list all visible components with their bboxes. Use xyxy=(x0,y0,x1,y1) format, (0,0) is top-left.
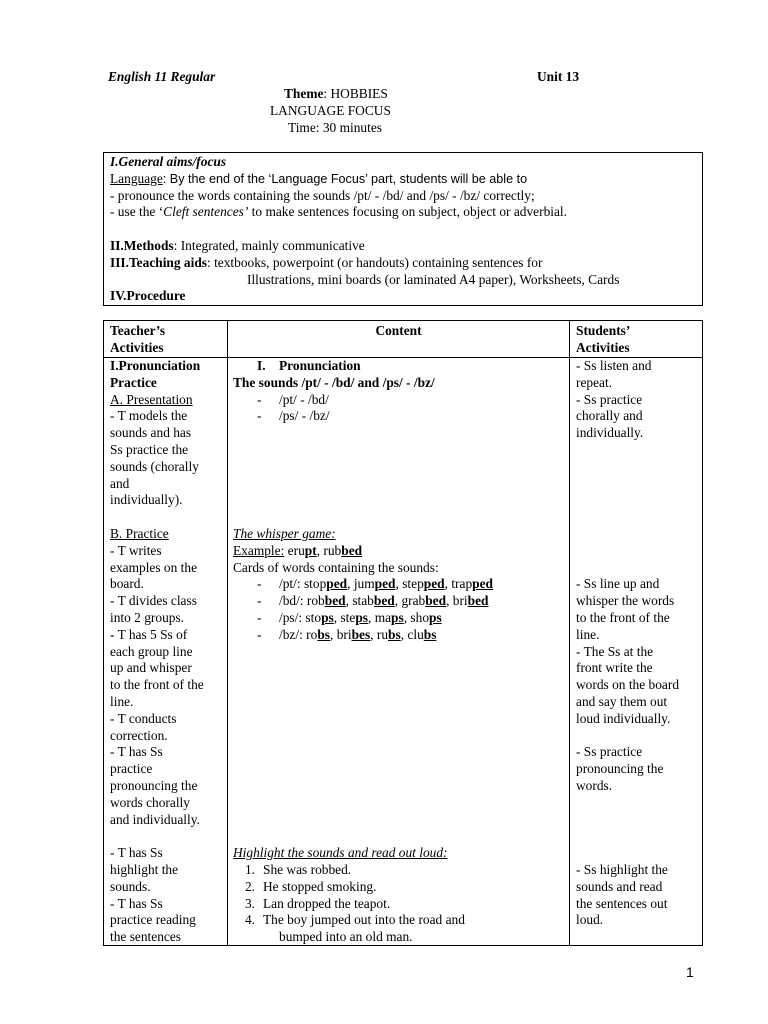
aids-line-2: Illustrations, mini boards (or laminated A4 paper), Worksheets, Cards xyxy=(247,271,620,287)
whisper-game-title: The whisper game: xyxy=(233,525,336,541)
unit-label: Unit 13 xyxy=(537,69,580,84)
sentence-1: 1. She was robbed. xyxy=(244,861,352,877)
word-cards xyxy=(233,576,493,643)
sentence-2: 2. He stopped smoking. xyxy=(244,878,377,894)
practice-heading: B. Practice xyxy=(110,525,169,541)
header-students: Students’ Activities xyxy=(576,323,631,355)
methods-label: II.Methods xyxy=(110,237,174,253)
sentence-4-cont: bumped into an old man. xyxy=(279,929,413,945)
highlight-title: Highlight the sounds and read out loud: xyxy=(233,845,448,861)
aim-bullet-2 xyxy=(110,204,619,221)
sounds-title: The sounds /pt/ - /bd/ and /ps/ - /bz/ xyxy=(233,374,435,390)
time-label: Time: 30 minutes xyxy=(288,120,382,135)
theme-value: : HOBBIES xyxy=(323,86,388,101)
header-teacher: Teacher’s Activities xyxy=(110,323,166,355)
word-card-row: - /bd/: robbed, stabbed, grabbed, bribed xyxy=(257,593,489,609)
example-line: Example: erupt, rubbed xyxy=(233,542,363,558)
word-card-row: - /bz/: robs, bribes, rubs, clubs xyxy=(257,626,437,642)
cards-line: Cards of words containing the sounds: xyxy=(233,559,439,575)
word-card-row: - /pt/: stopped, jumped, stepped, trapped xyxy=(257,576,493,592)
content-section-title: I. Pronunciation xyxy=(257,358,361,373)
aids-line xyxy=(110,255,619,272)
aim-bullet-2-pre: - use the ‘ xyxy=(110,204,164,220)
aim-bullet-2-post: to make sentences focusing on subject, object or adverbial. xyxy=(248,204,567,220)
methods-line xyxy=(110,238,619,255)
procedure-heading: IV.Procedure xyxy=(110,288,186,304)
sentence-4: 4. The boy jumped out into the road and xyxy=(244,912,465,928)
aids-text: : textbooks, powerpoint (or handouts) containing sentences for xyxy=(207,254,543,270)
aids-label: III.Teaching aids xyxy=(110,254,207,270)
page-number: 1 xyxy=(686,964,694,980)
language-text: : By the end of the ‘Language Focus’ part, students will be able to xyxy=(162,171,528,186)
theme-label: Theme xyxy=(284,86,324,101)
header-content: Content xyxy=(375,323,422,338)
aim-bullet-1: - pronounce the words containing the sounds /pt/ - /bd/ and /ps/ - /bz/ correctly; xyxy=(110,187,535,203)
sound-item-2: - /ps/ - /bz/ xyxy=(257,408,330,424)
cleft-sentences-term: Cleft sentences’ xyxy=(163,204,249,220)
aims-box xyxy=(103,152,703,306)
course-title: English 11 Regular xyxy=(108,69,216,84)
methods-text: : Integrated, mainly communicative xyxy=(173,237,365,253)
theme-line xyxy=(284,86,388,103)
language-label: Language xyxy=(110,170,163,186)
teacher-column: I.Pronunciation Practice A. Presentation - T models the sounds and has Ss practice the sounds (chorally and individually). B. Practice - T writes examples on the board. - T divides class into 2 groups. - T has 5 Ss of each group line up and whisper to the front of the line. - T conducts correction. - T has Ss practice pronouncing the words chorally and individually. - T has Ss highlight the sounds. - T has Ss practice reading the sentences xyxy=(110,358,204,945)
presentation-heading: A. Presentation xyxy=(110,391,193,407)
students-column: - Ss listen and repeat. - Ss practice chorally and individually. - Ss line up and whisper the words to the front of the line. - The Ss at the front write the words on the board and say them out loud individually. - Ss practice pronouncing the words. - Ss highlight the sounds and read the sentences out loud. xyxy=(576,358,680,928)
language-line xyxy=(110,171,619,188)
aims-heading: I.General aims/focus xyxy=(110,154,227,169)
content-column xyxy=(233,358,493,946)
teacher-section-title: I.Pronunciation xyxy=(110,358,201,373)
sentence-3: 3. Lan dropped the teapot. xyxy=(244,895,391,911)
procedure-table xyxy=(103,320,703,946)
word-card-row: - /ps/: stops, steps, maps, shops xyxy=(257,609,442,625)
language-focus-title: LANGUAGE FOCUS xyxy=(270,103,391,118)
sound-item-1: - /pt/ - /bd/ xyxy=(257,391,329,407)
